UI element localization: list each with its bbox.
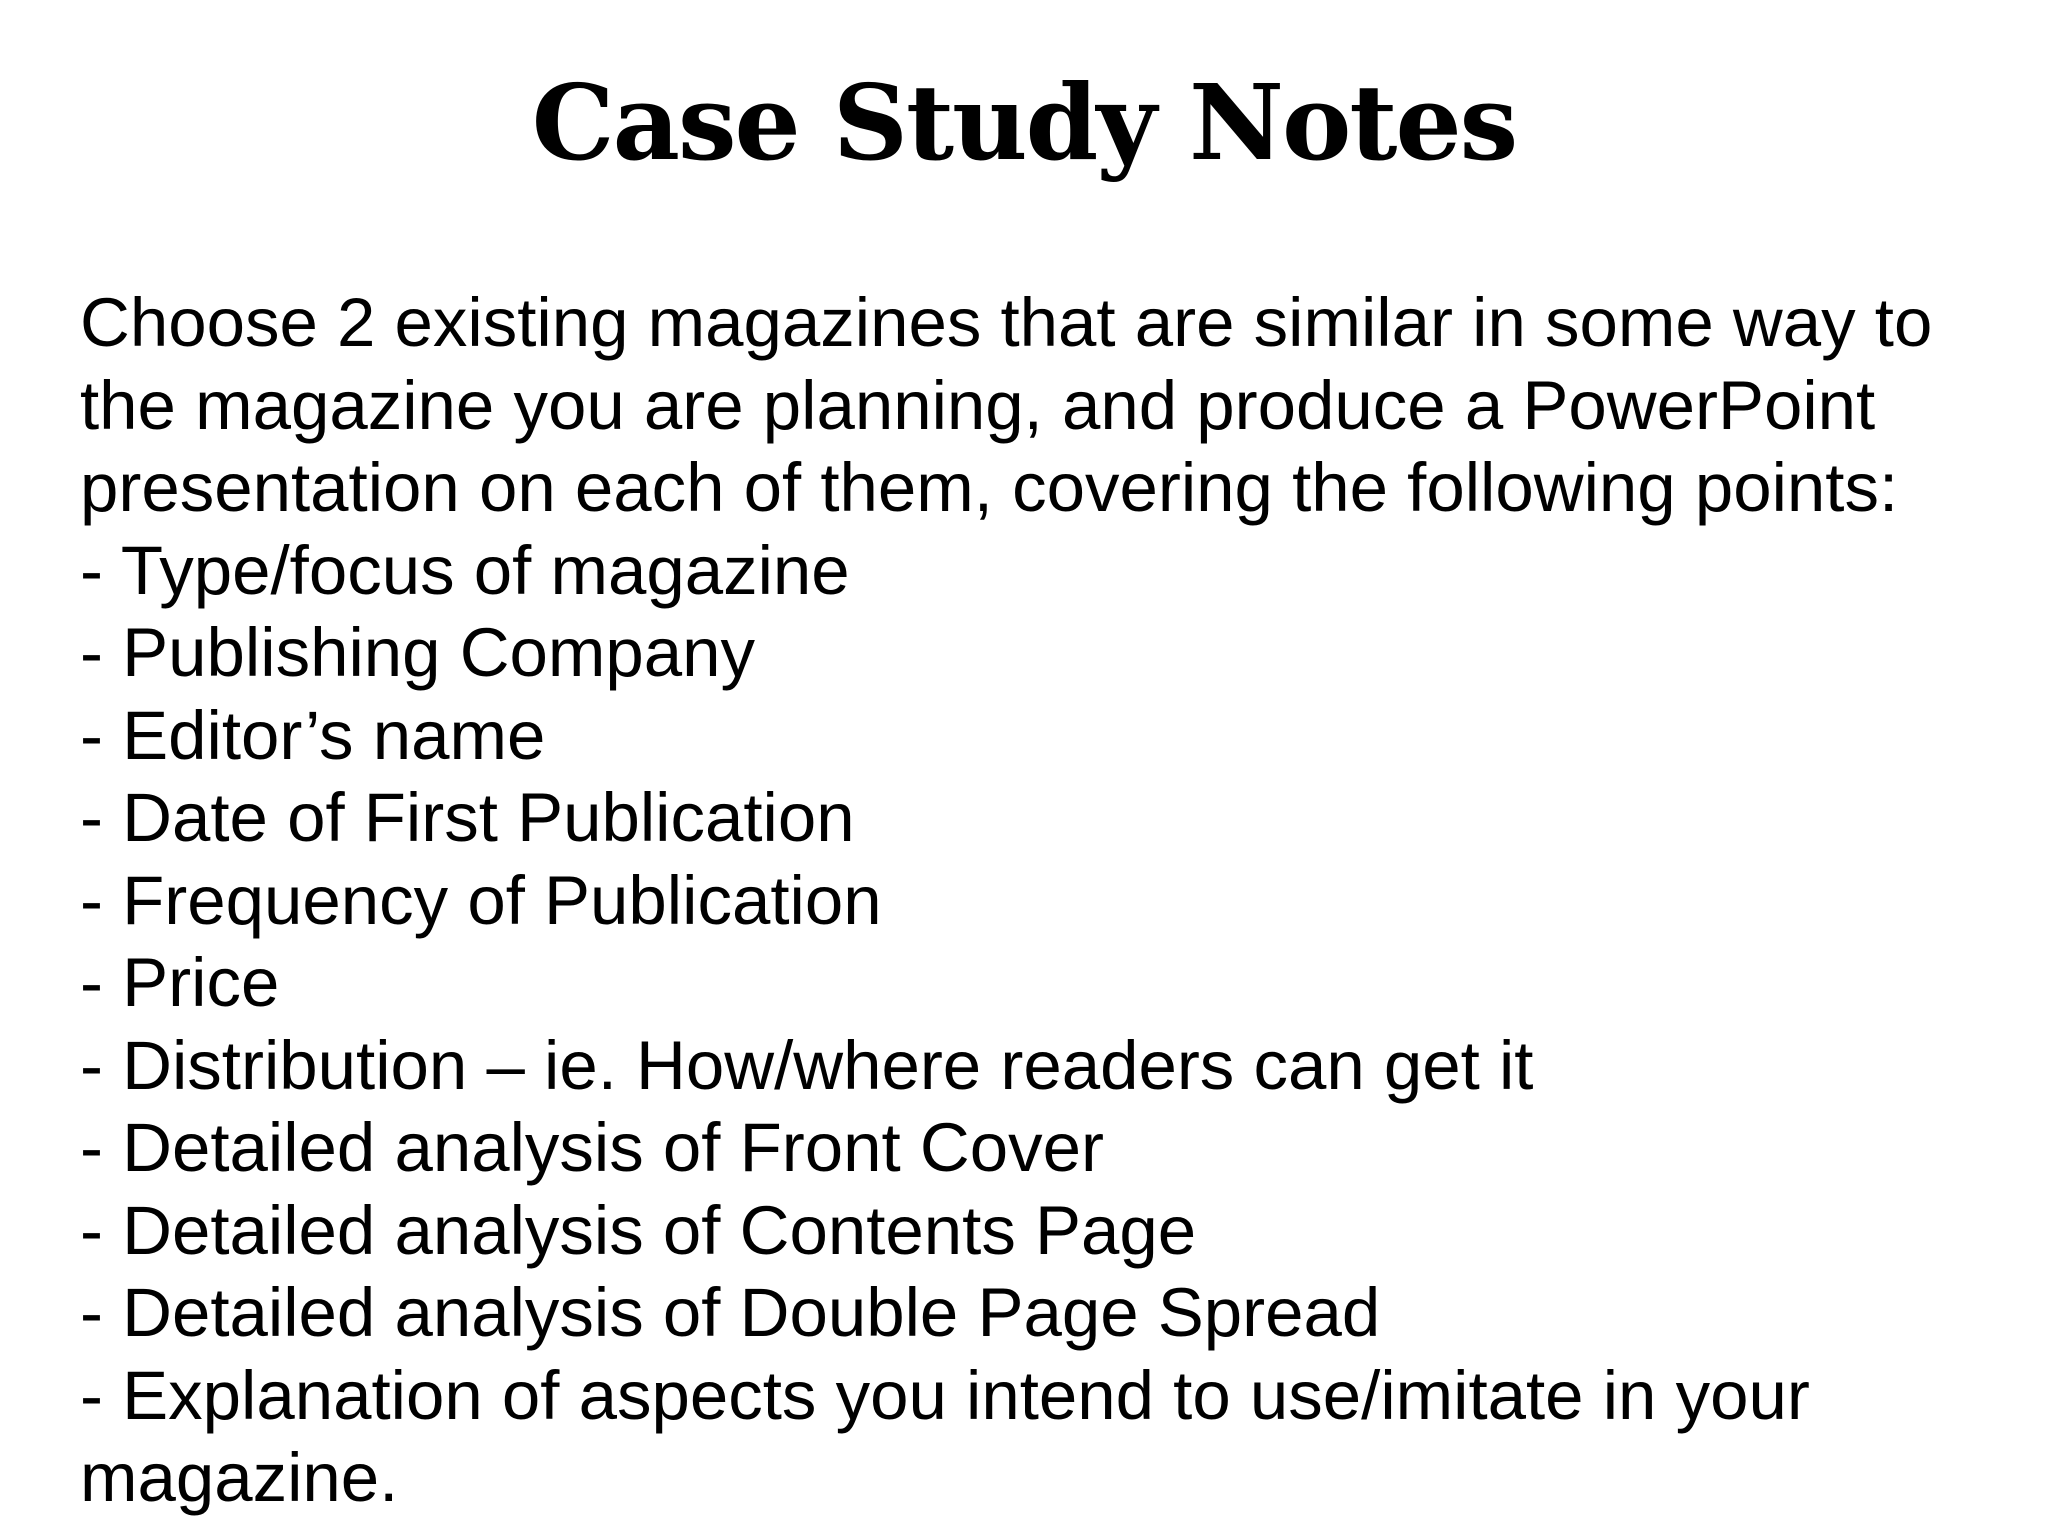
- point-distribution: - Distribution – ie. How/where readers can get it: [80, 1026, 1534, 1104]
- intro-paragraph: Choose 2 existing magazines that are similar in some way to the magazine you are planning, and produce a PowerPoint presentation on each of them, covering the following points:: [80, 284, 1933, 526]
- point-contents-page: - Detailed analysis of Contents Page: [80, 1191, 1197, 1269]
- points-list: [80, 530, 2030, 1520]
- slide-title: Case Study Notes: [531, 61, 1517, 184]
- point-type-focus: - Type/focus of magazine: [80, 531, 850, 609]
- point-price: - Price: [80, 944, 280, 1021]
- point-front-cover: - Detailed analysis of Front Cover: [80, 1109, 1104, 1186]
- point-date-first-publication: - Date of First Publication: [80, 779, 855, 856]
- slide-body: [80, 282, 2030, 1520]
- point-frequency-publication: - Frequency of Publication: [80, 861, 882, 939]
- point-editor-name: - Editor’s name: [80, 696, 546, 774]
- point-publishing-company: - Publishing Company: [80, 614, 756, 691]
- point-double-page-spread: - Detailed analysis of Double Page Spread: [80, 1274, 1381, 1351]
- point-aspects-to-imitate: - Explanation of aspects you intend to use/imitate in your magazine.: [80, 1356, 1810, 1516]
